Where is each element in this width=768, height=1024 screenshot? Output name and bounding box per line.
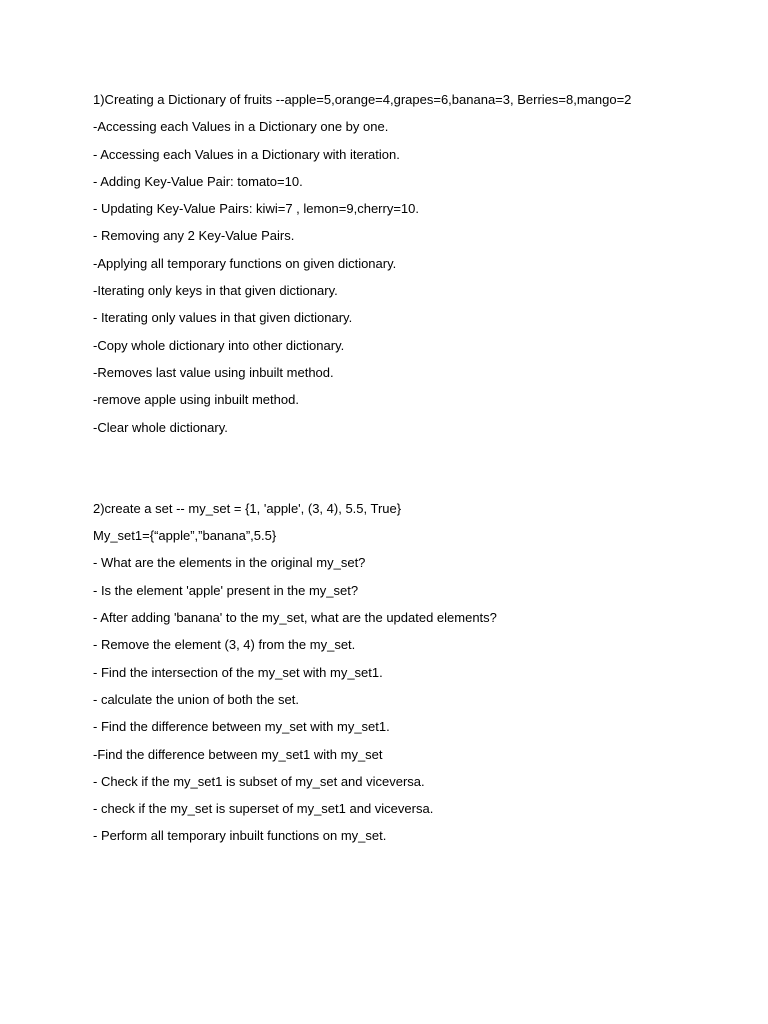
task-line: - Remove the element (3, 4) from the my_set.	[93, 637, 356, 653]
task-line: - Find the intersection of the my_set with my_set1.	[93, 664, 383, 680]
task-line: -Iterating only keys in that given dictionary.	[93, 283, 338, 299]
task-line: - Removing any 2 Key-Value Pairs.	[93, 228, 295, 244]
task-line: - calculate the union of both the set.	[93, 691, 299, 707]
task-line: - What are the elements in the original my_set?	[93, 555, 366, 571]
task-line: -Clear whole dictionary.	[93, 419, 228, 435]
task-line: - Find the difference between my_set with my_set1.	[93, 719, 390, 735]
dictionary-exercise-heading: 1)Creating a Dictionary of fruits --apple=5,orange=4,grapes=6,banana=3, Berries=8,mango=2	[93, 92, 632, 107]
set-exercise-section	[93, 495, 733, 850]
task-line: - check if the my_set is superset of my_set1 and viceversa.	[93, 801, 434, 817]
dictionary-exercise-section	[93, 86, 733, 441]
task-line: - Iterating only values in that given dictionary.	[93, 310, 353, 326]
set-exercise-heading: 2)create a set -- my_set = {1, 'apple', (3, 4), 5.5, True}	[93, 500, 402, 516]
set-definition-line: My_set1={“apple”,”banana”,5.5}	[93, 528, 277, 544]
task-line: - Accessing each Values in a Dictionary with iteration.	[93, 146, 400, 162]
task-line: -Find the difference between my_set1 with my_set	[93, 746, 383, 762]
task-line: - After adding 'banana' to the my_set, what are the updated elements?	[93, 610, 497, 626]
task-line: - Check if the my_set1 is subset of my_set and viceversa.	[93, 773, 425, 789]
task-line: -Accessing each Values in a Dictionary one by one.	[93, 119, 389, 135]
task-line: - Adding Key-Value Pair: tomato=10.	[93, 173, 303, 189]
document-body	[93, 86, 733, 850]
task-line: - Is the element 'apple' present in the my_set?	[93, 582, 359, 598]
task-line: -Applying all temporary functions on given dictionary.	[93, 255, 397, 271]
task-line: - Updating Key-Value Pairs: kiwi=7 , lemon=9,cherry=10.	[93, 201, 420, 217]
task-line: -Removes last value using inbuilt method.	[93, 364, 334, 380]
task-line: - Perform all temporary inbuilt functions on my_set.	[93, 828, 387, 844]
task-line: -remove apple using inbuilt method.	[93, 392, 299, 408]
task-line: -Copy whole dictionary into other dictionary.	[93, 337, 345, 353]
